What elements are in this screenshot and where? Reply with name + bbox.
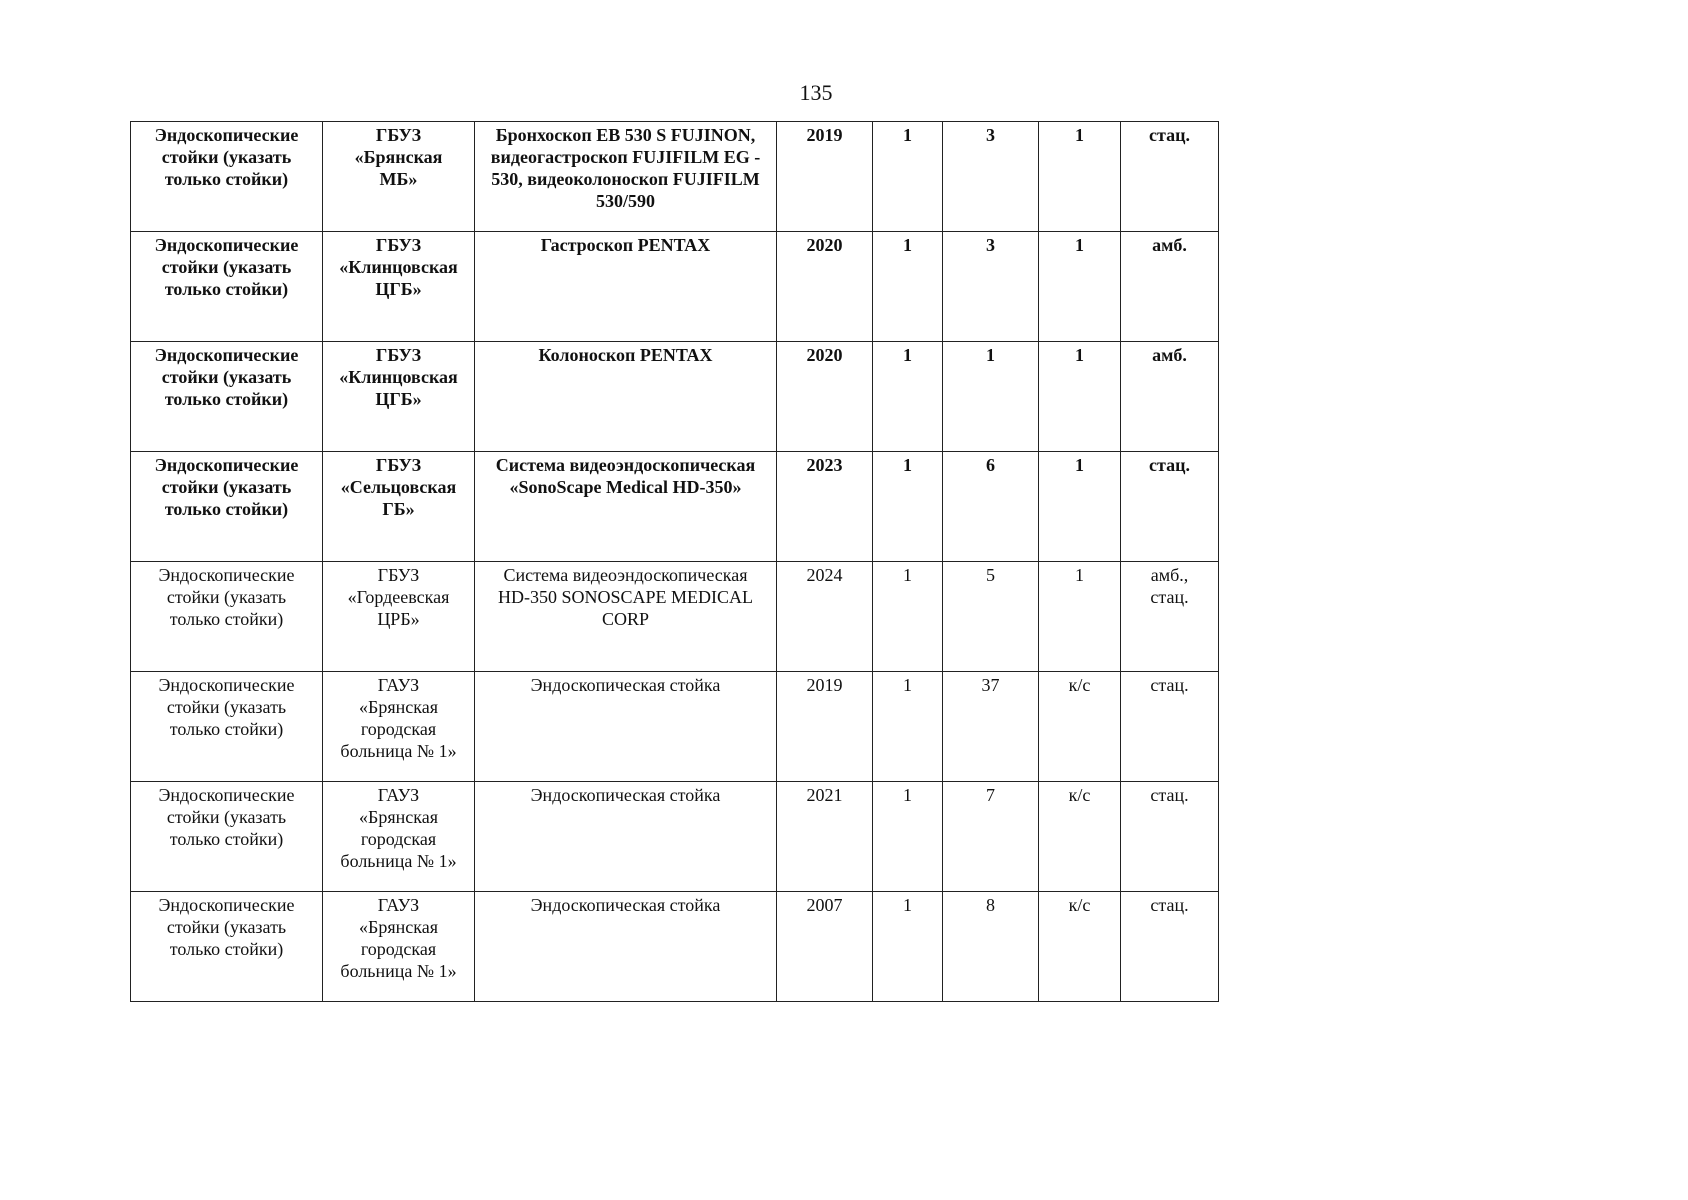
quantity-cell-text: 1 xyxy=(903,675,912,695)
institution-cell xyxy=(323,452,475,562)
table-row xyxy=(131,452,1219,562)
mode-cell-text: стац. xyxy=(1149,455,1190,475)
count-cell xyxy=(943,452,1039,562)
count-cell xyxy=(943,562,1039,672)
equipment-cell-text: Система видеоэндоскопическая HD-350 SONOSCAPE MEDICAL CORP xyxy=(497,565,753,629)
count-cell xyxy=(943,892,1039,1002)
category-cell-text: Эндоскопические стойки (указать только стойки) xyxy=(158,785,295,849)
value-cell-text: 1 xyxy=(1075,235,1084,255)
quantity-cell xyxy=(873,232,943,342)
mode-cell xyxy=(1121,672,1219,782)
count-cell-text: 1 xyxy=(986,345,995,365)
value-cell-text: к/с xyxy=(1068,675,1091,695)
mode-cell-text: стац. xyxy=(1150,785,1189,805)
quantity-cell-text: 1 xyxy=(903,455,912,475)
year-cell xyxy=(777,232,873,342)
value-cell-text: 1 xyxy=(1075,345,1084,365)
mode-cell xyxy=(1121,452,1219,562)
quantity-cell-text: 1 xyxy=(903,895,912,915)
equipment-cell xyxy=(475,782,777,892)
year-cell xyxy=(777,672,873,782)
institution-cell-text: ГБУЗ «Клинцовская ЦГБ» xyxy=(339,345,458,409)
mode-cell xyxy=(1121,232,1219,342)
table-body xyxy=(131,122,1219,1002)
category-cell-text: Эндоскопические стойки (указать только стойки) xyxy=(158,895,295,959)
value-cell xyxy=(1039,782,1121,892)
quantity-cell-text: 1 xyxy=(903,565,912,585)
institution-cell-text: ГБУЗ «Брянская МБ» xyxy=(354,125,443,189)
value-cell xyxy=(1039,122,1121,232)
quantity-cell-text: 1 xyxy=(903,125,912,145)
mode-cell-text: стац. xyxy=(1150,675,1189,695)
quantity-cell xyxy=(873,122,943,232)
year-cell-text: 2019 xyxy=(806,125,843,145)
page-number: 135 xyxy=(799,80,833,105)
count-cell-text: 37 xyxy=(981,675,1000,695)
mode-cell xyxy=(1121,562,1219,672)
category-cell-text: Эндоскопические стойки (указать только стойки) xyxy=(158,675,295,739)
equipment-cell-text: Колоноскоп PENTAX xyxy=(538,345,713,365)
year-cell xyxy=(777,892,873,1002)
value-cell xyxy=(1039,232,1121,342)
year-cell-text: 2019 xyxy=(806,675,843,695)
table-row xyxy=(131,232,1219,342)
equipment-cell xyxy=(475,892,777,1002)
value-cell-text: к/с xyxy=(1068,785,1091,805)
value-cell xyxy=(1039,342,1121,452)
table-row xyxy=(131,782,1219,892)
value-cell-text: 1 xyxy=(1075,125,1084,145)
quantity-cell xyxy=(873,452,943,562)
year-cell xyxy=(777,562,873,672)
institution-cell xyxy=(323,782,475,892)
year-cell xyxy=(777,122,873,232)
equipment-cell xyxy=(475,672,777,782)
count-cell xyxy=(943,342,1039,452)
mode-cell xyxy=(1121,782,1219,892)
institution-cell-text: ГБУЗ «Сельцовская ГБ» xyxy=(340,455,457,519)
institution-cell-text: ГАУЗ «Брянская городская больница № 1» xyxy=(340,895,457,981)
count-cell xyxy=(943,122,1039,232)
quantity-cell-text: 1 xyxy=(903,345,912,365)
institution-cell-text: ГБУЗ «Клинцовская ЦГБ» xyxy=(339,235,458,299)
count-cell-text: 3 xyxy=(986,125,995,145)
category-cell xyxy=(131,782,323,892)
count-cell xyxy=(943,672,1039,782)
count-cell-text: 5 xyxy=(986,565,995,585)
quantity-cell xyxy=(873,892,943,1002)
equipment-cell-text: Гастроскоп PENTAX xyxy=(540,235,711,255)
value-cell-text: к/с xyxy=(1068,895,1091,915)
quantity-cell xyxy=(873,672,943,782)
mode-cell-text: амб. xyxy=(1152,345,1187,365)
institution-cell xyxy=(323,892,475,1002)
equipment-table xyxy=(130,121,1219,1002)
count-cell-text: 3 xyxy=(986,235,995,255)
table-row xyxy=(131,892,1219,1002)
equipment-cell xyxy=(475,562,777,672)
count-cell xyxy=(943,782,1039,892)
value-cell xyxy=(1039,562,1121,672)
table-row xyxy=(131,672,1219,782)
value-cell-text: 1 xyxy=(1075,455,1084,475)
year-cell-text: 2021 xyxy=(806,785,843,805)
category-cell xyxy=(131,122,323,232)
year-cell-text: 2024 xyxy=(806,565,843,585)
count-cell xyxy=(943,232,1039,342)
category-cell-text: Эндоскопические стойки (указать только стойки) xyxy=(154,235,299,299)
category-cell xyxy=(131,232,323,342)
mode-cell-text: амб., стац. xyxy=(1150,565,1189,607)
year-cell-text: 2007 xyxy=(806,895,843,915)
equipment-cell-text: Система видеоэндоскопическая «SonoScape Medical HD-350» xyxy=(495,455,756,497)
institution-cell-text: ГАУЗ «Брянская городская больница № 1» xyxy=(340,675,457,761)
year-cell xyxy=(777,452,873,562)
equipment-cell-text: Эндоскопическая стойка xyxy=(530,785,721,805)
equipment-cell xyxy=(475,452,777,562)
institution-cell-text: ГБУЗ «Гордеевская ЦРБ» xyxy=(347,565,450,629)
category-cell xyxy=(131,452,323,562)
equipment-cell-text: Бронхоскоп EB 530 S FUJINON, видеогастроскоп FUJIFILM EG - 530, видеоколоноскоп FUJIFILM 530/590 xyxy=(490,125,761,211)
year-cell-text: 2023 xyxy=(806,455,843,475)
equipment-cell-text: Эндоскопическая стойка xyxy=(530,895,721,915)
category-cell-text: Эндоскопические стойки (указать только стойки) xyxy=(154,345,299,409)
category-cell xyxy=(131,342,323,452)
count-cell-text: 8 xyxy=(986,895,995,915)
value-cell-text: 1 xyxy=(1075,565,1084,585)
quantity-cell-text: 1 xyxy=(903,785,912,805)
value-cell xyxy=(1039,672,1121,782)
category-cell xyxy=(131,672,323,782)
mode-cell-text: стац. xyxy=(1149,125,1190,145)
mode-cell xyxy=(1121,122,1219,232)
quantity-cell xyxy=(873,562,943,672)
table-row xyxy=(131,342,1219,452)
table-row xyxy=(131,562,1219,672)
quantity-cell xyxy=(873,782,943,892)
mode-cell xyxy=(1121,342,1219,452)
mode-cell-text: стац. xyxy=(1150,895,1189,915)
institution-cell xyxy=(323,562,475,672)
table-row xyxy=(131,122,1219,232)
value-cell xyxy=(1039,452,1121,562)
quantity-cell xyxy=(873,342,943,452)
category-cell-text: Эндоскопические стойки (указать только стойки) xyxy=(154,455,299,519)
count-cell-text: 6 xyxy=(986,455,995,475)
institution-cell-text: ГАУЗ «Брянская городская больница № 1» xyxy=(340,785,457,871)
category-cell xyxy=(131,562,323,672)
institution-cell xyxy=(323,122,475,232)
year-cell-text: 2020 xyxy=(806,345,843,365)
mode-cell xyxy=(1121,892,1219,1002)
mode-cell-text: амб. xyxy=(1152,235,1187,255)
institution-cell xyxy=(323,672,475,782)
equipment-cell-text: Эндоскопическая стойка xyxy=(530,675,721,695)
value-cell xyxy=(1039,892,1121,1002)
count-cell-text: 7 xyxy=(986,785,995,805)
year-cell-text: 2020 xyxy=(806,235,843,255)
equipment-cell xyxy=(475,122,777,232)
category-cell-text: Эндоскопические стойки (указать только стойки) xyxy=(154,125,299,189)
quantity-cell-text: 1 xyxy=(903,235,912,255)
equipment-cell xyxy=(475,342,777,452)
category-cell-text: Эндоскопические стойки (указать только стойки) xyxy=(158,565,295,629)
year-cell xyxy=(777,782,873,892)
institution-cell xyxy=(323,342,475,452)
year-cell xyxy=(777,342,873,452)
equipment-cell xyxy=(475,232,777,342)
institution-cell xyxy=(323,232,475,342)
category-cell xyxy=(131,892,323,1002)
